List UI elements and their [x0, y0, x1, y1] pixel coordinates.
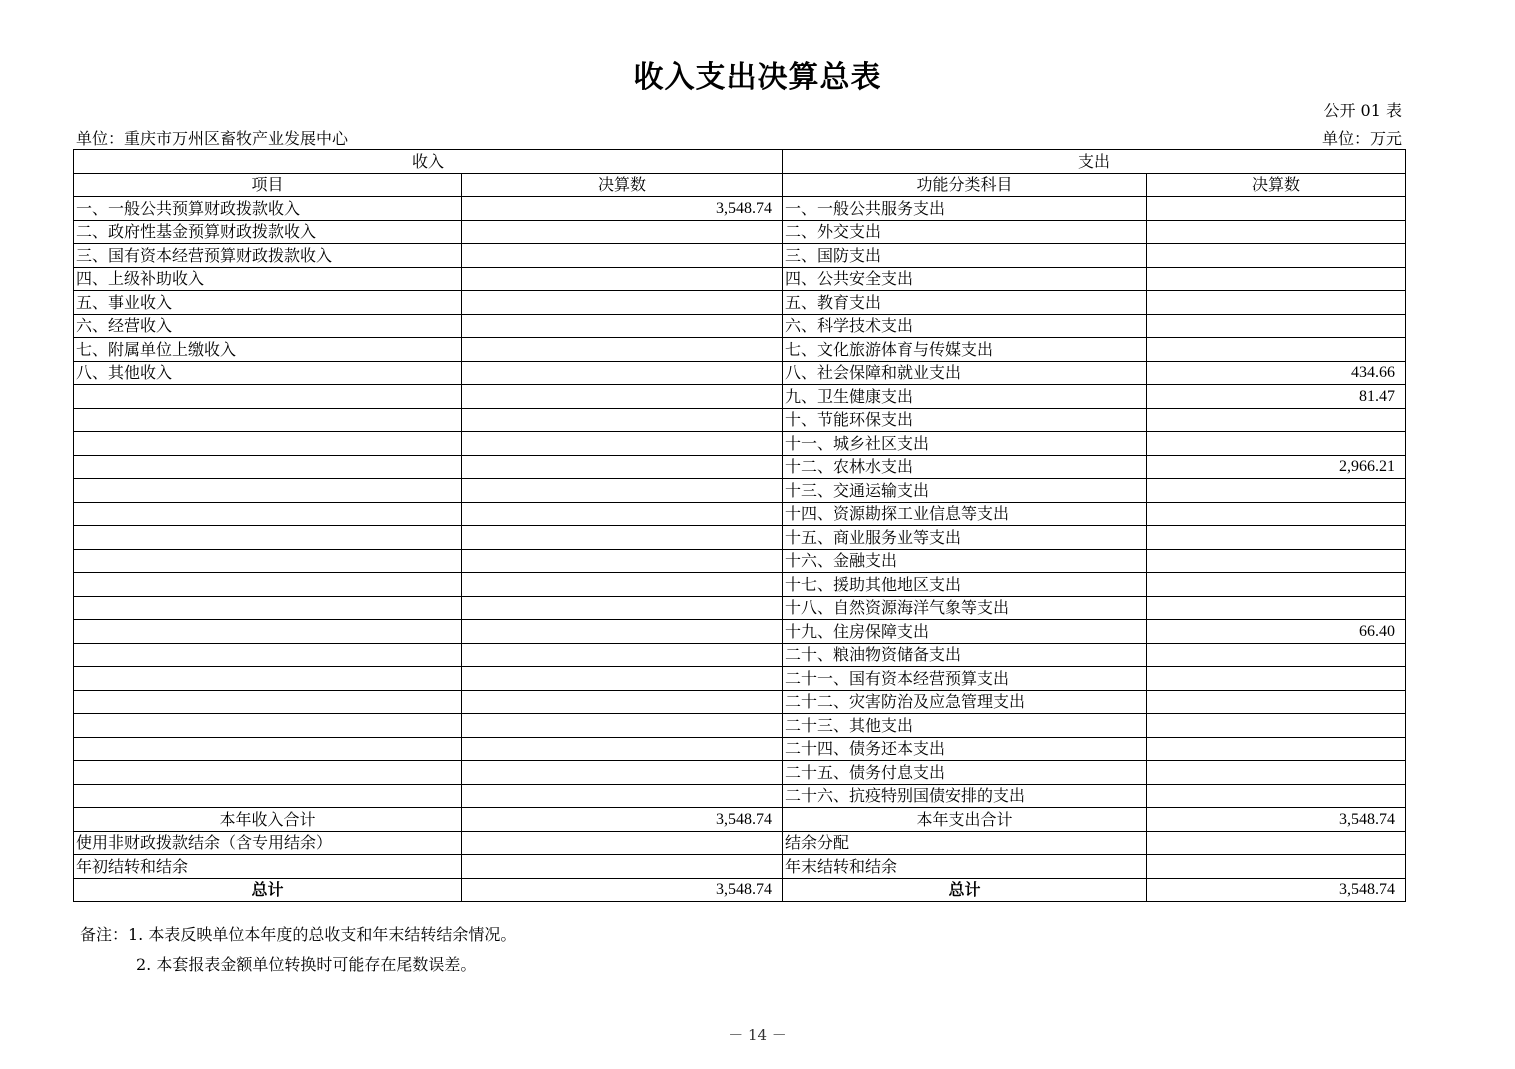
surplus-distribution-amount	[1147, 831, 1406, 855]
income-item	[74, 549, 462, 573]
income-amount	[462, 643, 783, 667]
expense-item: 四、公共安全支出	[783, 267, 1147, 291]
expense-item: 二十一、国有资本经营预算支出	[783, 667, 1147, 691]
income-amount	[462, 385, 783, 409]
table-row	[74, 432, 1406, 456]
table-row	[74, 361, 1406, 385]
expense-amount: 81.47	[1147, 385, 1406, 409]
income-amount	[462, 455, 783, 479]
income-amount	[462, 267, 783, 291]
expense-amount	[1147, 244, 1406, 268]
expense-amount	[1147, 667, 1406, 691]
expense-item: 二十五、债务付息支出	[783, 761, 1147, 785]
income-item	[74, 690, 462, 714]
income-amount	[462, 479, 783, 503]
income-amount	[462, 244, 783, 268]
expense-item: 十八、自然资源海洋气象等支出	[783, 596, 1147, 620]
income-item	[74, 596, 462, 620]
income-item	[74, 761, 462, 785]
income-amount	[462, 361, 783, 385]
year-total-row	[74, 808, 1406, 832]
table-row	[74, 737, 1406, 761]
grand-expense-amount: 3,548.74	[1147, 878, 1406, 902]
column-header-row	[74, 173, 1406, 197]
expense-amount: 434.66	[1147, 361, 1406, 385]
expense-item: 二十四、债务还本支出	[783, 737, 1147, 761]
nonfiscal-row	[74, 831, 1406, 855]
surplus-distribution-label: 结余分配	[783, 831, 1147, 855]
expense-amount	[1147, 291, 1406, 315]
income-item	[74, 385, 462, 409]
income-item	[74, 432, 462, 456]
income-item	[74, 620, 462, 644]
expense-item: 二、外交支出	[783, 220, 1147, 244]
expense-amount	[1147, 408, 1406, 432]
year-income-total-amount: 3,548.74	[462, 808, 783, 832]
expense-item: 六、科学技术支出	[783, 314, 1147, 338]
note-line-2: 2. 本套报表金额单位转换时可能存在尾数误差。	[136, 955, 477, 974]
income-amount	[462, 667, 783, 691]
income-amount	[462, 220, 783, 244]
income-item: 二、政府性基金预算财政拨款收入	[74, 220, 462, 244]
income-amount	[462, 408, 783, 432]
table-row	[74, 244, 1406, 268]
expense-item: 一、一般公共服务支出	[783, 197, 1147, 221]
expense-item: 十、节能环保支出	[783, 408, 1147, 432]
table-row	[74, 385, 1406, 409]
function-category-header: 功能分类科目	[783, 173, 1147, 197]
income-item	[74, 455, 462, 479]
expense-amount	[1147, 714, 1406, 738]
expense-amount	[1147, 314, 1406, 338]
page-number: － 14 －	[728, 1026, 787, 1044]
expense-amount	[1147, 267, 1406, 291]
expense-item: 二十、粮油物资储备支出	[783, 643, 1147, 667]
expense-item: 十五、商业服务业等支出	[783, 526, 1147, 550]
table-row	[74, 338, 1406, 362]
expense-amount	[1147, 526, 1406, 550]
grand-income-amount: 3,548.74	[462, 878, 783, 902]
income-item-header: 项目	[74, 173, 462, 197]
table-row	[74, 502, 1406, 526]
expense-amount: 66.40	[1147, 620, 1406, 644]
income-item: 三、国有资本经营预算财政拨款收入	[74, 244, 462, 268]
income-amount	[462, 338, 783, 362]
income-item	[74, 479, 462, 503]
expense-item: 十四、资源勘探工业信息等支出	[783, 502, 1147, 526]
income-amount	[462, 596, 783, 620]
income-amount	[462, 549, 783, 573]
income-amount-header: 决算数	[462, 173, 783, 197]
income-amount	[462, 314, 783, 338]
expense-amount	[1147, 596, 1406, 620]
income-item	[74, 573, 462, 597]
table-row	[74, 314, 1406, 338]
expense-amount: 2,966.21	[1147, 455, 1406, 479]
income-amount	[462, 690, 783, 714]
table-row	[74, 596, 1406, 620]
expense-item: 七、文化旅游体育与传媒支出	[783, 338, 1147, 362]
table-row	[74, 549, 1406, 573]
table-row	[74, 526, 1406, 550]
grand-income-label: 总计	[74, 878, 462, 902]
income-item	[74, 502, 462, 526]
table-row	[74, 667, 1406, 691]
income-item	[74, 408, 462, 432]
income-section-header: 收入	[74, 150, 783, 174]
income-amount: 3,548.74	[462, 197, 783, 221]
expense-amount	[1147, 761, 1406, 785]
income-amount	[462, 714, 783, 738]
expense-amount	[1147, 479, 1406, 503]
expense-amount	[1147, 432, 1406, 456]
income-item: 一、一般公共预算财政拨款收入	[74, 197, 462, 221]
income-amount	[462, 573, 783, 597]
expense-amount	[1147, 549, 1406, 573]
table-row	[74, 573, 1406, 597]
expense-item: 九、卫生健康支出	[783, 385, 1147, 409]
income-amount	[462, 737, 783, 761]
income-amount	[462, 502, 783, 526]
expense-item: 五、教育支出	[783, 291, 1147, 315]
table-row	[74, 690, 1406, 714]
expense-item: 十六、金融支出	[783, 549, 1147, 573]
form-number: 公开 01 表	[1323, 101, 1402, 120]
income-item: 四、上级补助收入	[74, 267, 462, 291]
income-amount	[462, 432, 783, 456]
expense-item: 十三、交通运输支出	[783, 479, 1147, 503]
expense-item: 十九、住房保障支出	[783, 620, 1147, 644]
table-row	[74, 784, 1406, 808]
begin-balance-amount	[462, 855, 783, 879]
income-item	[74, 784, 462, 808]
table-row	[74, 643, 1406, 667]
income-amount	[462, 291, 783, 315]
expense-amount	[1147, 573, 1406, 597]
expense-item: 八、社会保障和就业支出	[783, 361, 1147, 385]
expense-amount	[1147, 220, 1406, 244]
notes	[80, 920, 516, 980]
expense-item: 三、国防支出	[783, 244, 1147, 268]
table-row	[74, 267, 1406, 291]
reporting-unit: 单位：重庆市万州区畜牧产业发展中心	[76, 129, 349, 148]
table-row	[74, 408, 1406, 432]
expense-item: 二十六、抗疫特别国债安排的支出	[783, 784, 1147, 808]
table-row	[74, 291, 1406, 315]
income-item	[74, 714, 462, 738]
income-amount	[462, 620, 783, 644]
income-amount	[462, 526, 783, 550]
balance-row	[74, 855, 1406, 879]
table-row	[74, 714, 1406, 738]
nonfiscal-label: 使用非财政拨款结余（含专用结余）	[74, 831, 462, 855]
expense-amount	[1147, 338, 1406, 362]
note-line-1: 备注：1. 本表反映单位本年度的总收支和年末结转结余情况。	[80, 925, 517, 944]
expense-section-header: 支出	[783, 150, 1406, 174]
grand-expense-label: 总计	[783, 878, 1147, 902]
expense-amount-header: 决算数	[1147, 173, 1406, 197]
grand-total-row	[74, 878, 1406, 902]
income-item: 八、其他收入	[74, 361, 462, 385]
page-title: 收入支出决算总表	[633, 60, 882, 95]
expense-item: 十二、农林水支出	[783, 455, 1147, 479]
section-header-row	[74, 150, 1406, 174]
table-row	[74, 761, 1406, 785]
table-row	[74, 620, 1406, 644]
expense-amount	[1147, 197, 1406, 221]
income-item	[74, 737, 462, 761]
income-item	[74, 643, 462, 667]
year-income-total-label: 本年收入合计	[74, 808, 462, 832]
expense-item: 二十三、其他支出	[783, 714, 1147, 738]
end-balance-amount	[1147, 855, 1406, 879]
expense-amount	[1147, 737, 1406, 761]
expense-amount	[1147, 690, 1406, 714]
income-item: 六、经营收入	[74, 314, 462, 338]
year-expense-total-amount: 3,548.74	[1147, 808, 1406, 832]
expense-amount	[1147, 643, 1406, 667]
expense-item: 二十二、灾害防治及应急管理支出	[783, 690, 1147, 714]
table-row	[74, 479, 1406, 503]
year-expense-total-label: 本年支出合计	[783, 808, 1147, 832]
income-expense-table	[73, 149, 1406, 902]
income-item	[74, 526, 462, 550]
expense-amount	[1147, 502, 1406, 526]
expense-amount	[1147, 784, 1406, 808]
table-row	[74, 220, 1406, 244]
nonfiscal-amount	[462, 831, 783, 855]
income-item: 七、附属单位上缴收入	[74, 338, 462, 362]
currency-unit: 单位：万元	[1321, 129, 1402, 148]
income-amount	[462, 761, 783, 785]
expense-item: 十七、援助其他地区支出	[783, 573, 1147, 597]
begin-balance-label: 年初结转和结余	[74, 855, 462, 879]
income-amount	[462, 784, 783, 808]
expense-item: 十一、城乡社区支出	[783, 432, 1147, 456]
table-row	[74, 455, 1406, 479]
end-balance-label: 年末结转和结余	[783, 855, 1147, 879]
income-item	[74, 667, 462, 691]
table-row	[74, 197, 1406, 221]
income-item: 五、事业收入	[74, 291, 462, 315]
